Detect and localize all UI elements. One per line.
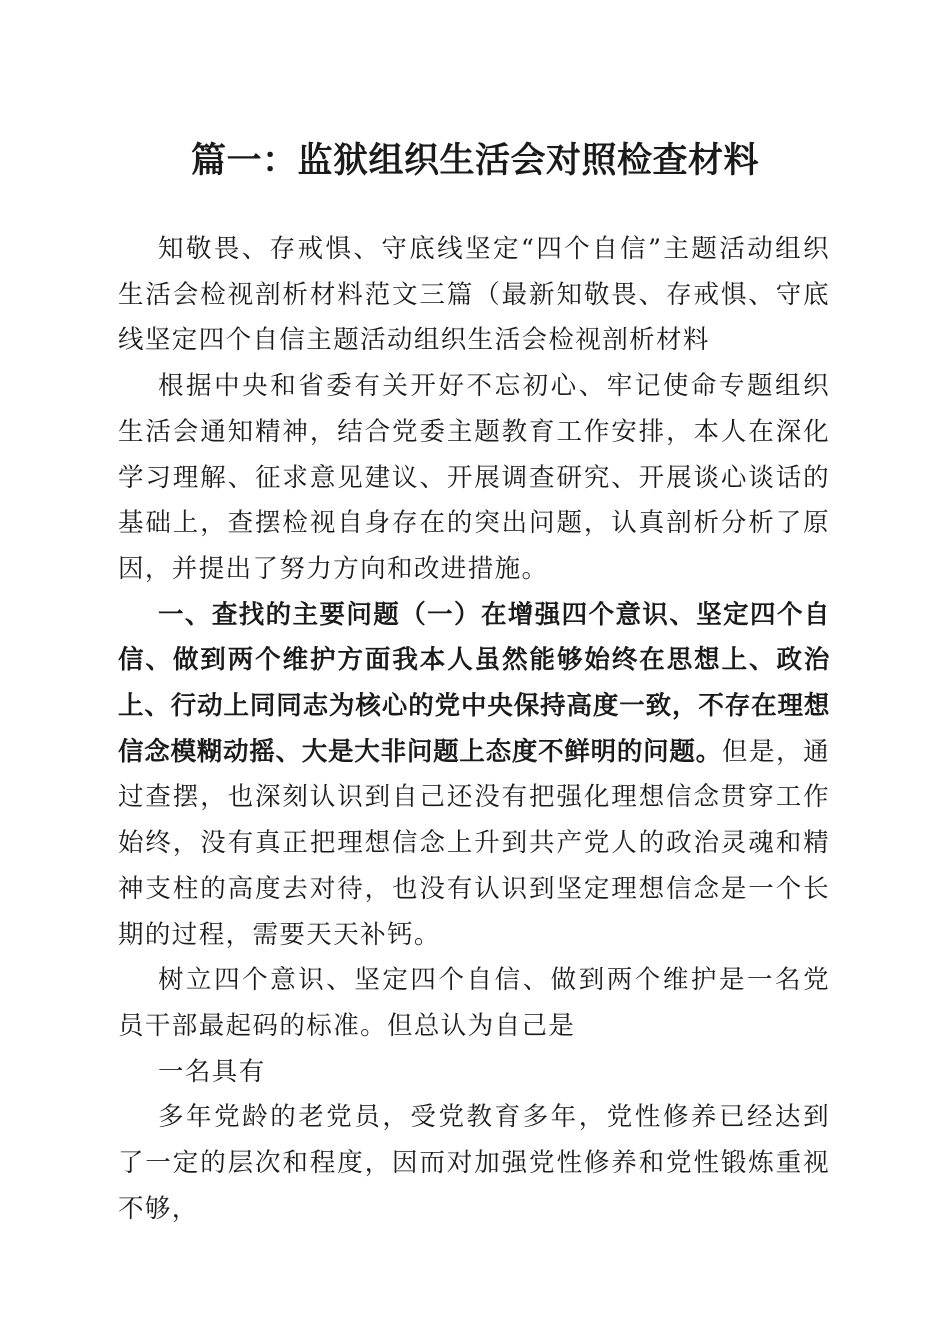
- paragraph-text: 树立四个意识、坚定四个自信、做到两个维护是一名党员干部最起码的标准。但总认为自己是: [118, 965, 830, 1041]
- paragraph-text: 但是，通过查摆，也深刻认识到自己还没有把强化理想信念贯穿工作始终，没有真正把理想信念上升到共产党人的政治灵魂和精神支柱的高度去对待，也没有认识到坚定理想信念是一个长期的过程，需要天天补钙。: [118, 736, 830, 950]
- document-body: [118, 227, 830, 1232]
- paragraph-text: 多年党龄的老党员，受党教育多年，党性修养已经达到了一定的层次和程度，因而对加强党性修养和党性锻炼重视不够，: [118, 1102, 830, 1224]
- document-title: 篇一：监狱组织生活会对照检查材料: [190, 140, 759, 181]
- paragraph-main-problems: [118, 593, 830, 959]
- section-heading-bold: 一、查找的主要问题（一）在增强四个意识、坚定四个自信、做到两个维护方面我本人虽然能够始终在思想上、政治上、行动上同同志为核心的党中央保持高度一致，不存在理想信念模糊动摇、大是大非问题上态度不鲜明的问题。: [118, 599, 830, 767]
- paragraph-text: 知敬畏、存戒惧、守底线坚定“四个自信”主题活动组织生活会检视剖析材料范文三篇（最新知敬畏、存戒惧、守底线坚定四个自信主题活动组织生活会检视剖析材料: [118, 234, 830, 356]
- paragraph-party-age: [118, 1095, 830, 1232]
- paragraph-fragment: [118, 1050, 830, 1096]
- paragraph-text: 一名具有: [158, 1056, 266, 1087]
- paragraph-text: 根据中央和省委有关开好不忘初心、牢记使命专题组织生活会通知精神，结合党委主题教育工作安排，本人在深化学习理解、征求意见建议、开展调查研究、开展谈心谈话的基础上，查摆检视自身存在的突出问题，认真剖析分析了原因，并提出了努力方向和改进措施。: [118, 371, 830, 584]
- paragraph-standard: [118, 958, 830, 1049]
- paragraph-intro: [118, 227, 830, 364]
- paragraph-background: [118, 364, 830, 593]
